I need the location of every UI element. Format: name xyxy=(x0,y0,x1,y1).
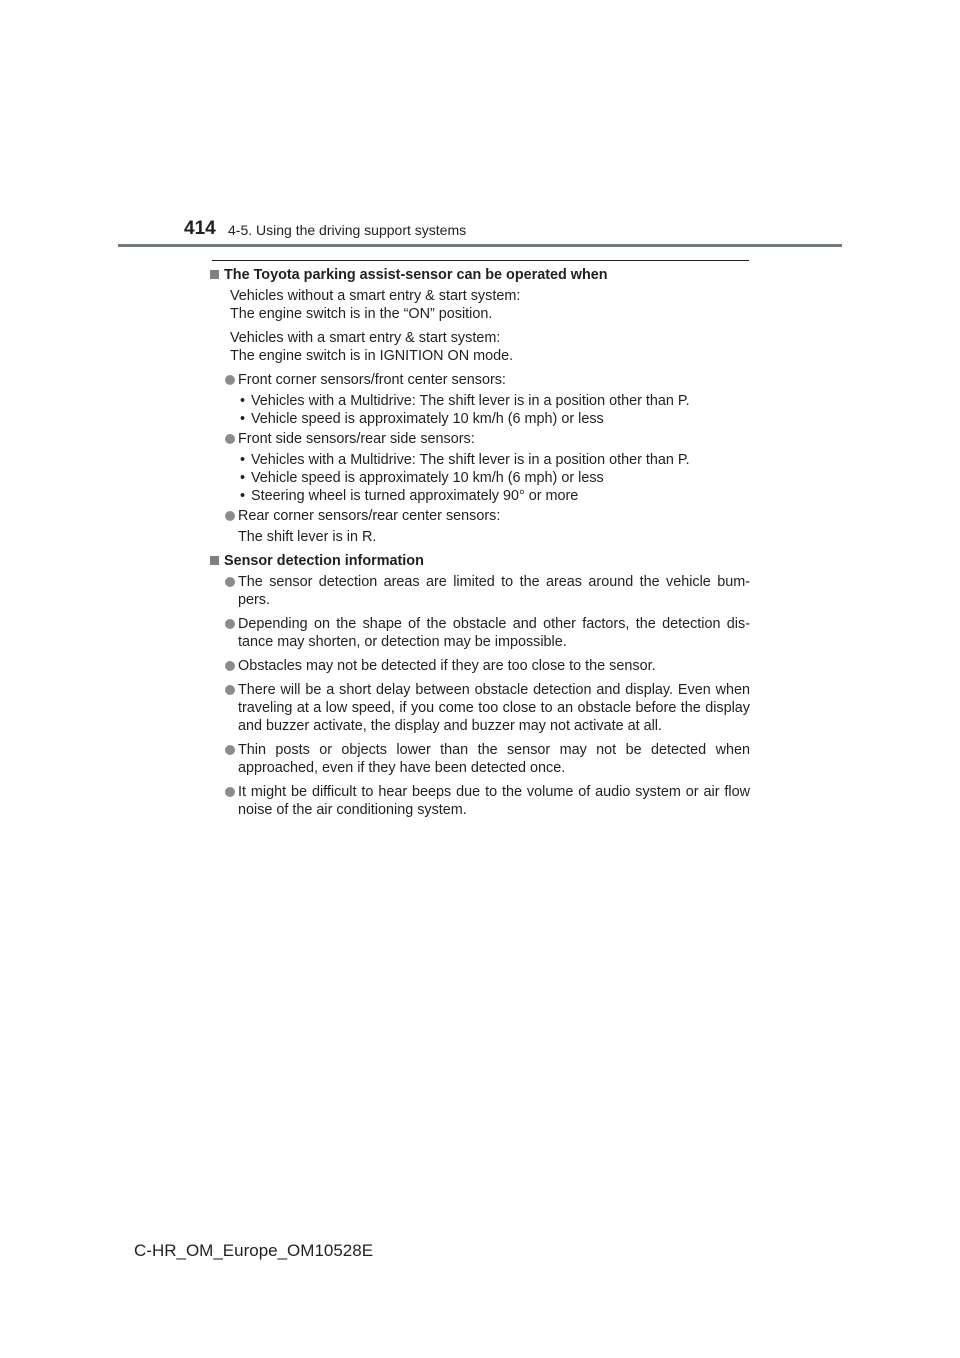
paragraph-with-smart-entry: Vehicles with a smart entry & start system: The engine switch is in IGNITION ON mode. xyxy=(230,330,514,364)
square-bullet-icon xyxy=(210,270,219,279)
circle-bullet-icon xyxy=(225,577,235,587)
content xyxy=(210,266,750,825)
circle-bullet-icon xyxy=(225,661,235,671)
page-number: 414 xyxy=(184,218,216,239)
list-item: Depending on the shape of the obstacle and other factors, the detection dis-tance may shorten, or detection may be impossible. xyxy=(210,615,750,651)
dot-icon: • xyxy=(240,488,246,504)
section-title-operation: The Toyota parking assist-sensor can be operated when xyxy=(210,266,750,284)
sub-list-item: • Vehicle speed is approximately 10 km/h (6 mph) or less xyxy=(240,470,604,486)
circle-bullet-icon xyxy=(225,619,235,629)
sub-list-item: • Steering wheel is turned approximately 90° or more xyxy=(240,488,579,504)
sub-list xyxy=(238,392,750,428)
section-rule xyxy=(212,260,749,261)
sub-list-item: • Vehicles with a Multidrive: The shift lever is in a position other than P. xyxy=(240,452,690,468)
list-item: The sensor detection areas are limited to the areas around the vehicle bum-pers. xyxy=(210,573,750,609)
list-item: Front side sensors/rear side sensors: xyxy=(210,430,750,448)
document-code: C-HR_OM_Europe_OM10528E xyxy=(134,1241,374,1260)
list-item: Thin posts or objects lower than the sensor may not be detected when approached, even if they have been detected once. xyxy=(210,741,750,777)
list-item: Front corner sensors/front center sensors: xyxy=(210,371,750,389)
paragraph-without-smart-entry: Vehicles without a smart entry & start system: The engine switch is in the “ON” position. xyxy=(230,288,521,322)
sub-list-item: • Vehicles with a Multidrive: The shift lever is in a position other than P. xyxy=(240,393,690,409)
list-item: Obstacles may not be detected if they are too close to the sensor. xyxy=(210,657,750,675)
circle-bullet-icon xyxy=(225,375,235,385)
circle-bullet-icon xyxy=(225,511,235,521)
circle-bullet-icon xyxy=(225,434,235,444)
list-item: It might be difficult to hear beeps due to the volume of audio system or air flow noise of the air conditioning system. xyxy=(210,783,750,819)
dot-icon: • xyxy=(240,470,246,486)
circle-bullet-icon xyxy=(225,745,235,755)
dot-icon: • xyxy=(240,411,246,427)
sub-list xyxy=(238,451,750,505)
header-rule xyxy=(118,244,842,247)
list-item: Rear corner sensors/rear center sensors: xyxy=(210,507,750,525)
note-text: The shift lever is in R. xyxy=(238,529,377,545)
section-title-detection: Sensor detection information xyxy=(210,552,750,570)
dot-icon: • xyxy=(240,452,246,468)
dot-icon: • xyxy=(240,393,246,409)
list-item: There will be a short delay between obstacle detection and display. Even when traveling at a low speed, if you come too close to an obstacle before the display and buzzer activate, the display and buzzer may not activate at all. xyxy=(210,681,750,735)
circle-bullet-icon xyxy=(225,685,235,695)
square-bullet-icon xyxy=(210,556,219,565)
chapter-title: 4-5. Using the driving support systems xyxy=(228,222,467,238)
sub-list-item: • Vehicle speed is approximately 10 km/h (6 mph) or less xyxy=(240,411,604,427)
circle-bullet-icon xyxy=(225,787,235,797)
